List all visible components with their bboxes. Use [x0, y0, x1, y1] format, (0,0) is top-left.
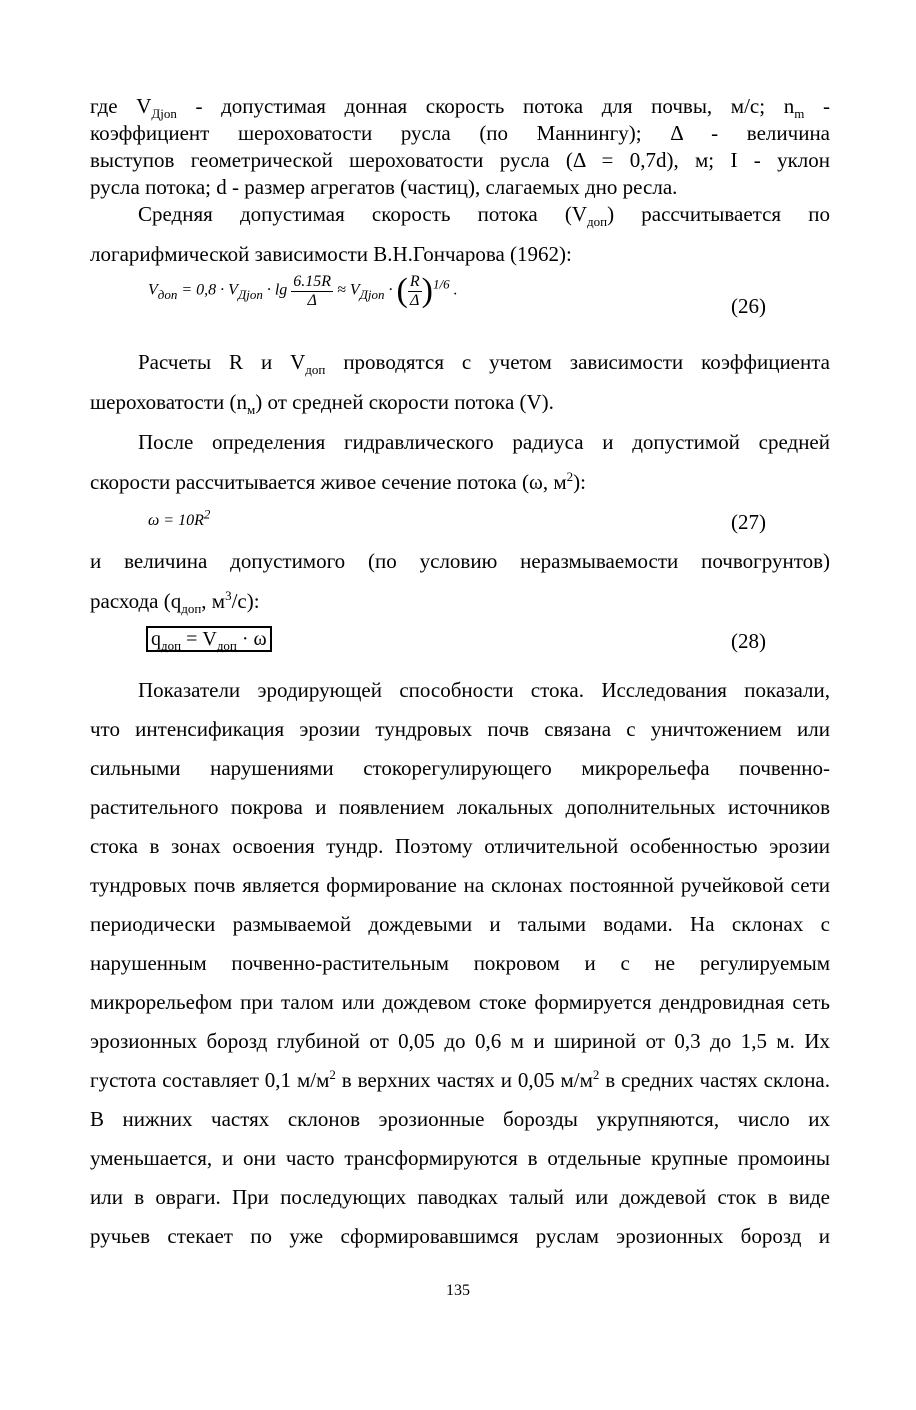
fraction: $\frac{R}{\Delta}$: [409, 272, 420, 309]
text-line: уменьшается, и они часто трансформируются в отдельные крупные промоины: [90, 1146, 830, 1170]
text-line: нарушенным почвенно-растительным покровом и с не регулируемым: [90, 951, 830, 975]
text-line: шероховатости $(n_м)$ от средней скорости потока (V).: [90, 390, 554, 418]
text-line: эрозионных борозд глубиной от 0,05 до 0,6 м и шириной от 0,3 до 1,5 м. Их: [90, 1029, 830, 1053]
text-line: Расчеты R и $V_{доп}$ проводятся с учетом зависимости коэффициента: [138, 350, 830, 378]
formula-28: [146, 626, 272, 652]
text-line: скорости рассчитывается живое сечение потока (ω, $м^2$):: [90, 469, 586, 494]
text-line: и величина допустимого (по условию неразмываемости почвогрунтов): [90, 549, 830, 573]
page-number: 135: [446, 1282, 470, 1299]
boxed-formula: $q_{доп} = V_{доп} \cdot \omega$: [146, 626, 272, 652]
text-line: Показатели эродирующей способности стока. Исследования показали,: [138, 678, 830, 702]
text-line: растительного покрова и появлением локальных дополнительных источников: [90, 795, 830, 819]
text-line: Средняя допустимая скорость потока $(V_{доп})$ рассчитывается по: [138, 202, 830, 230]
equation-number: (28): [731, 629, 766, 653]
text-line: расхода ($q_{доп}$, $м^3/с$):: [90, 588, 260, 617]
text-line: тундровых почв является формирование на склонах постоянной ручейковой сети: [90, 873, 830, 897]
text-line: периодически размываемой дождевыми и талыми водами. На склонах с: [90, 912, 830, 936]
text-line: микрорельефом при талом или дождевом стоке формируется дендровидная сеть: [90, 990, 830, 1014]
text-line: где $V_{Дjon}$ - допустимая донная скорость потока для почвы, м/с; $n_m$ -: [90, 94, 830, 122]
text-line: ручьев стекает по уже сформировавшимся руслам эрозионных борозд и: [90, 1224, 830, 1248]
text-line: сильными нарушениями стокорегулирующего микрорельефа почвенно-: [90, 756, 830, 780]
text-line: густота составляет 0,1 $м/м^2$ в верхних частях и 0,05 $м/м^2$ в средних частях склона.: [90, 1067, 830, 1092]
text-line: логарифмической зависимости В.Н.Гончарова (1962):: [90, 242, 572, 266]
text-line: стока в зонах освоения тундр. Поэтому отличительной особенностью эрозии: [90, 834, 830, 858]
equation-number: (27): [731, 510, 766, 534]
text-line: выступов геометрической шероховатости русла (Δ = 0,7d), м; I - уклон: [90, 148, 830, 172]
fraction: $\frac{6.15R}{\Delta}$: [293, 272, 332, 309]
text-line: что интенсификация эрозии тундровых почв связана с уничтожением или: [90, 717, 830, 741]
equation-number: (26): [731, 294, 766, 318]
text-line: После определения гидравлического радиуса и допустимой средней: [138, 430, 830, 454]
formula-26: $V_{доп} = 0,8 \cdot V_{Дjon} \cdot \lg$ $\frac{6.15R}{\Delta}$ ≈ $V_{Дjon}$ · ( $\frac{R}{\Delta}$ )$^{1/6}$ .: [148, 272, 458, 309]
formula-27: $\omega = 10R^2$: [148, 506, 211, 529]
text-line: русла потока; d - размер агрегатов (частиц), слагаемых дно ресла.: [90, 175, 678, 199]
text-line: или в овраги. При последующих паводках талый или дождевой сток в виде: [90, 1185, 830, 1209]
text-line: коэффициент шероховатости русла (по Маннингу); Δ - величина: [90, 121, 830, 145]
text-line: В нижних частях склонов эрозионные борозды укрупняются, число их: [90, 1107, 830, 1131]
